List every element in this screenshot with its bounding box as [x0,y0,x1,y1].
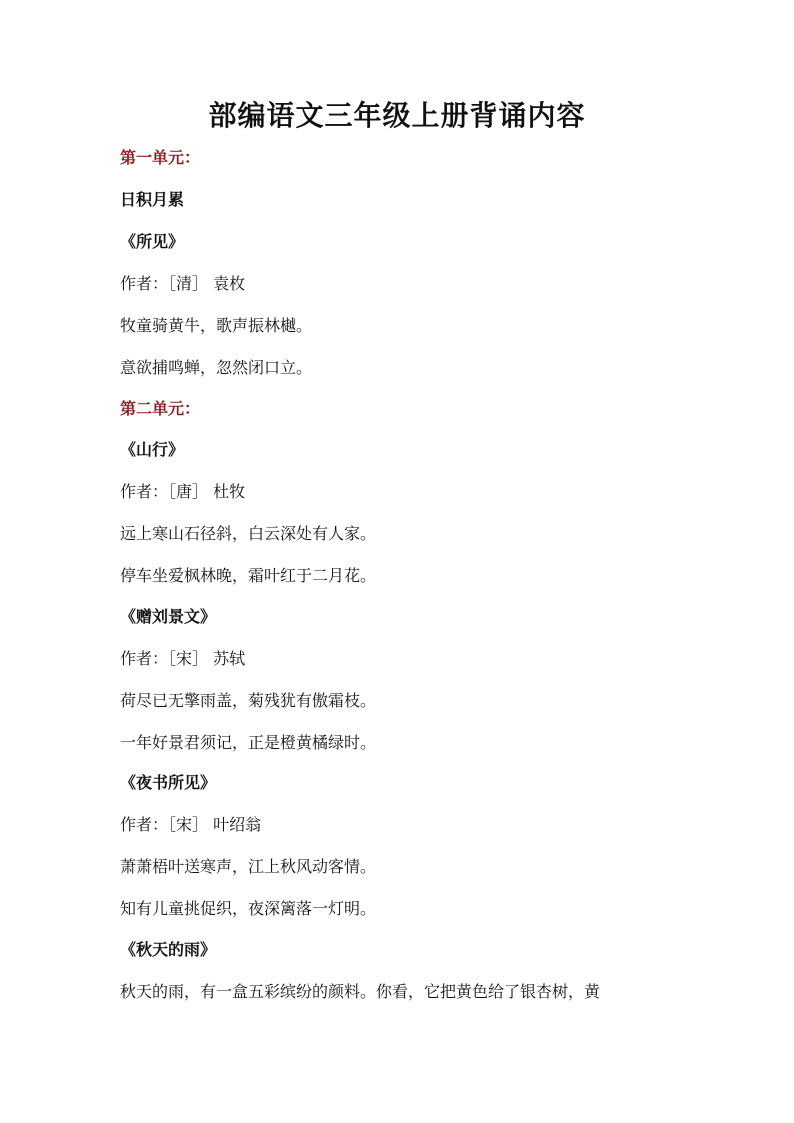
poem-author-shanxing: 作者：［唐］ 杜牧 [120,482,246,501]
poem-line: 远上寒山石径斜，白云深处有人家。 [120,524,377,543]
poem-line: 知有儿童挑促织，夜深篱落一灯明。 [120,899,377,918]
poem-line: 萧萧梧叶送寒声，江上秋风动客情。 [120,857,377,876]
poem-author-suojian: 作者：［清］ 袁枚 [120,274,246,293]
passage-text: 秋天的雨，有一盒五彩缤纷的颜料。你看，它把黄色给了银杏树，黄 [120,982,601,1001]
section-heading-daily-accumulation: 日积月累 [120,190,185,209]
poem-line: 一年好景君须记，正是橙黄橘绿时。 [120,733,377,752]
poem-title-yeshusuojian: 《夜书所见》 [120,773,217,792]
poem-author-yeshusuojian: 作者：［宋］ 叶绍翁 [120,815,262,834]
poem-line: 荷尽已无擎雨盖，菊残犹有傲霜枝。 [120,691,377,710]
poem-title-zengliujingwen: 《赠刘景文》 [120,607,217,626]
poem-author-zengliujingwen: 作者：［宋］ 苏轼 [120,649,246,668]
passage-title-qiutiandeyu: 《秋天的雨》 [120,940,217,959]
poem-title-suojian: 《所见》 [120,232,185,251]
poem-title-shanxing: 《山行》 [120,440,185,459]
unit-1-heading: 第一单元： [120,148,201,167]
unit-2-heading: 第二单元： [120,399,201,418]
poem-line: 牧童骑黄牛，歌声振林樾。 [120,316,313,335]
document-title: 部编语文三年级上册背诵内容 [208,99,586,132]
poem-line: 意欲捕鸣蝉，忽然闭口立。 [120,358,313,377]
poem-line: 停车坐爱枫林晚，霜叶红于二月花。 [120,566,377,585]
